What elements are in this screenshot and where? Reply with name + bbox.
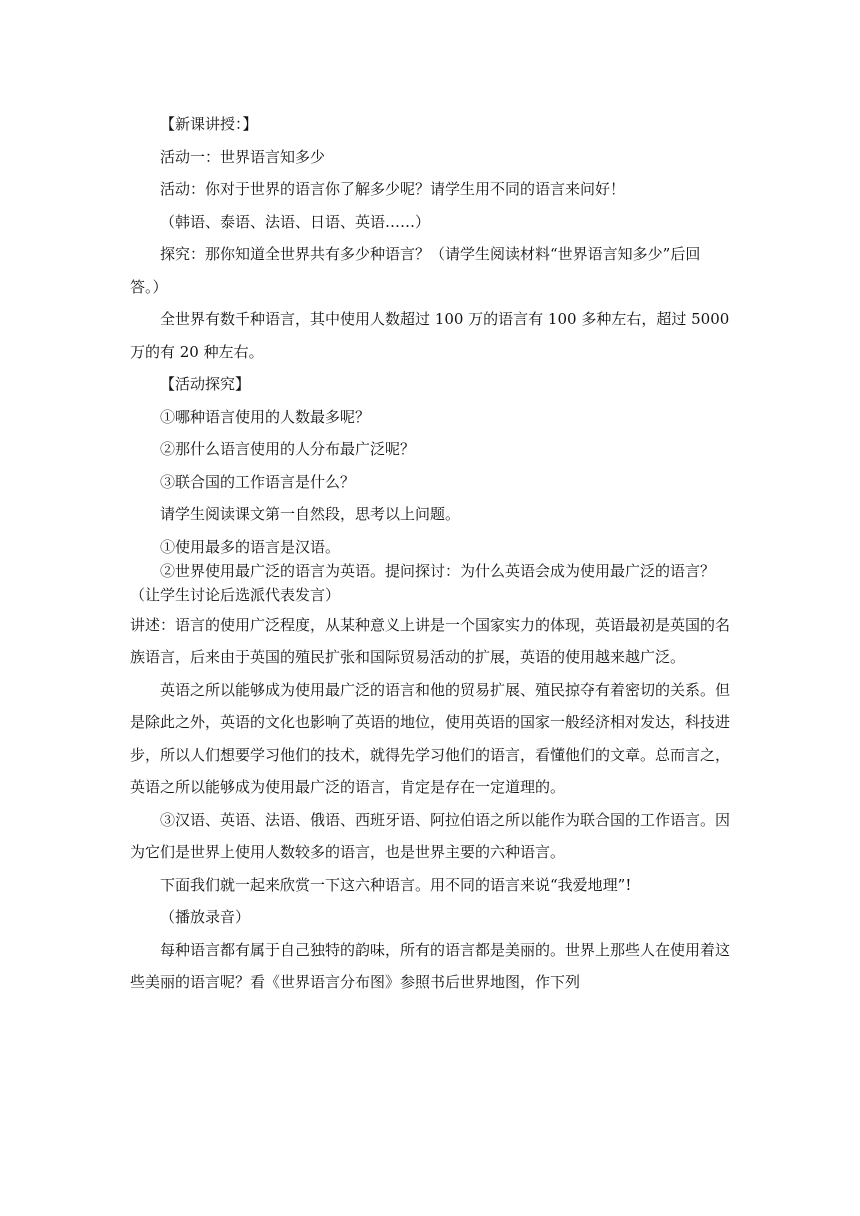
question-three: ③联合国的工作语言是什么？ bbox=[160, 472, 356, 491]
answer-one: ①使用最多的语言是汉语。 bbox=[160, 537, 341, 556]
question-one: ①哪种语言使用的人数最多呢？ bbox=[160, 407, 371, 426]
section-heading-new-lesson: 【新课讲授：】 bbox=[160, 115, 258, 133]
activity-paragraph: 活动：你对于世界的语言你了解多少呢？请学生用不同的语言来问好！ bbox=[160, 180, 626, 198]
english-reason-paragraph: 英语之所以能够成为使用最广泛的语言和他的贸易扩展、殖民掠夺有着密切的关系。但是除此之外，英语的文化也影响了英语的地位，使用英语的国家一般经济相对发达，科技进步，所以人们想要学习他们的技术，就得先学习他们的语言，看懂他们的文章。总而言之，英语之所以能够成为使用最广泛的语言，肯定是存在一定道理的。 bbox=[130, 680, 731, 796]
answer-two: ②世界使用最广泛的语言为英语。提问探讨：为什么英语会成为使用最广泛的语言？（让学生讨论后选派代表发言） bbox=[130, 561, 716, 604]
narration-paragraph: 讲述：语言的使用广泛程度，从某种意义上讲是一个国家实力的体现，英语最初是英国的名族语言，后来由于英国的殖民扩张和国际贸易活动的扩展，英语的使用越来越广泛。 bbox=[130, 615, 731, 666]
reading-instruction: 请学生阅读课文第一自然段，思考以上问题。 bbox=[160, 505, 461, 523]
play-recording: （播放录音） bbox=[160, 908, 251, 926]
activity-one-title: 活动一：世界语言知多少 bbox=[160, 147, 326, 166]
question-two: ②那什么语言使用的人分布最广泛呢？ bbox=[160, 440, 416, 458]
closing-paragraph: 每种语言都有属于自己独特的韵味，所有的语言都是美丽的。世界上那些人在使用着这些美丽的语言呢？看《世界语言分布图》参照书后世界地图，作下列 bbox=[130, 940, 731, 991]
appreciation-paragraph: 下面我们就一起来欣赏一下这六种语言。用不同的语言来说“我爱地理”! bbox=[160, 875, 632, 894]
section-heading-activity-explore: 【活动探究】 bbox=[160, 375, 251, 393]
document-body bbox=[130, 108, 730, 999]
languages-examples: （韩语、泰语、法语、日语、英语……） bbox=[160, 212, 431, 231]
language-count-paragraph: 全世界有数千种语言，其中使用人数超过 100 万的语言有 100 多种左右，超过 5000 万的有 20 种左右。 bbox=[130, 310, 730, 361]
explore-paragraph: 探究：那你知道全世界共有多少种语言？（请学生阅读材料“世界语言知多少”后回答。） bbox=[130, 245, 701, 296]
answer-three: ③汉语、英语、法语、俄语、西班牙语、阿拉伯语之所以能作为联合国的工作语言。因为它们是世界上使用人数较多的语言，也是世界主要的六种语言。 bbox=[130, 810, 731, 861]
